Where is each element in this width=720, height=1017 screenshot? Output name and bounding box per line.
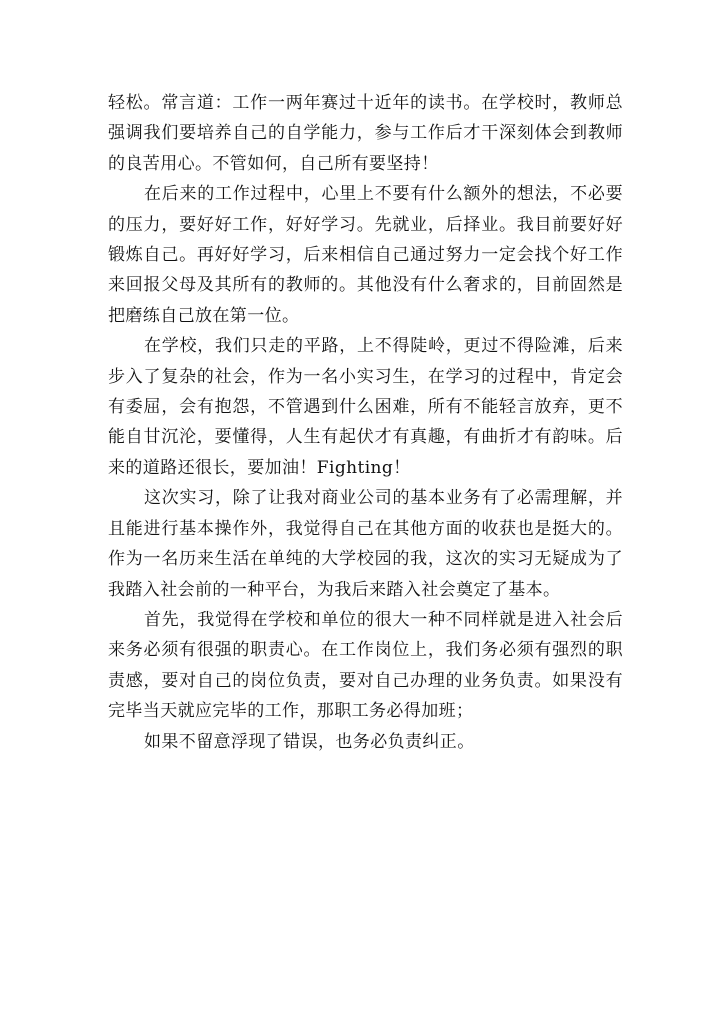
paragraph-1: 轻松。常言道：工作一两年赛过十近年的读书。在学校时，教师总强调我们要培养自己的自学能力，参与工作后才干深刻体会到教师的良苦用心。不管如何，自己所有要坚持！	[108, 93, 623, 174]
paragraph-5: 首先，我觉得在学校和单位的很大一种不同样就是进入社会后来务必须有很强的职责心。在工作岗位上，我们务必须有强烈的职责感，要对自己的岗位负责，要对自己办理的业务负责。如果没有完毕当天就应完毕的工作，那职工务必得加班；	[108, 609, 623, 722]
paragraph-2: 在后来的工作过程中，心里上不要有什么额外的想法，不必要的压力，要好好工作，好好学习。先就业，后择业。我目前要好好锻炼自己。再好好学习，后来相信自己通过努力一定会找个好工作来回报父母及其所有的教师的。其他没有什么奢求的，目前固然是把磨练自己放在第一位。	[108, 184, 623, 326]
paragraph-3: 在学校，我们只走的平路，上不得陡岭，更过不得险滩，后来步入了复杂的社会，作为一名小实习生，在学习的过程中，肯定会有委屈，会有抱怨，不管遇到什么困难，所有不能轻言放弃，更不能自甘沉沦，要懂得，人生有起伏才有真趣，有曲折才有韵味。后来的道路还很长，要加油！Fighting！	[108, 336, 623, 478]
paragraph-6: 如果不留意浮现了错误，也务必负责纠正。	[144, 731, 475, 752]
document-body	[108, 88, 623, 757]
paragraph-4: 这次实习，除了让我对商业公司的基本业务有了必需理解，并且能进行基本操作外，我觉得自己在其他方面的收获也是挺大的。作为一名历来生活在单纯的大学校园的我，这次的实习无疑成为了我踏入社会前的一种平台，为我后来踏入社会奠定了基本。	[108, 488, 623, 600]
